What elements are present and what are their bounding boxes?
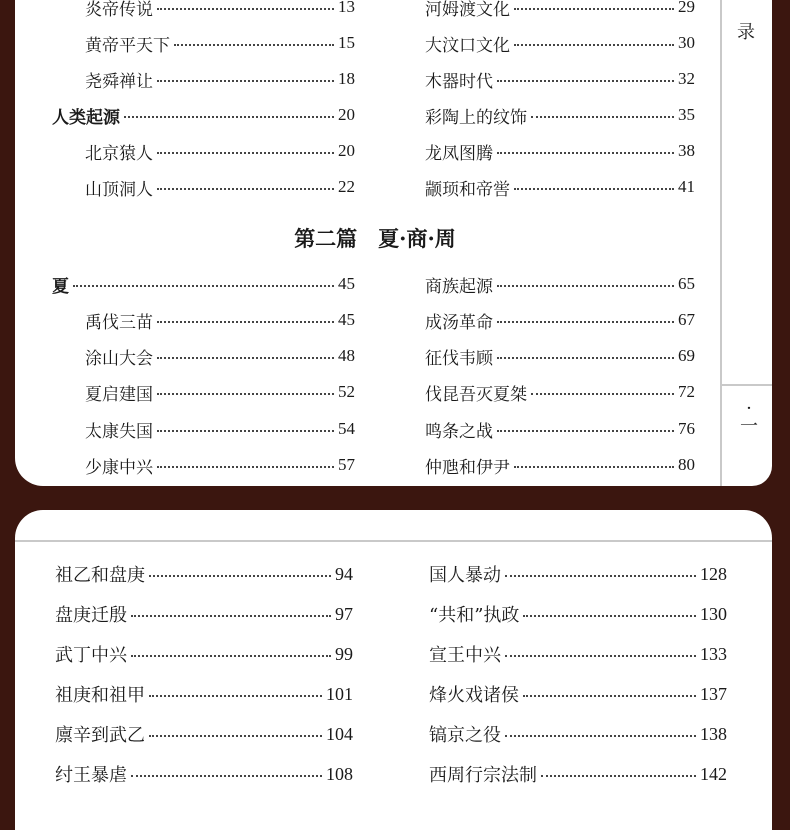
toc-entry xyxy=(425,377,695,407)
toc-entry xyxy=(429,599,727,629)
entry-title: 炎帝传说 xyxy=(85,0,153,20)
toc-entry xyxy=(85,136,355,166)
entry-title: 颛顼和帝喾 xyxy=(425,179,510,200)
entry-page: 130 xyxy=(700,603,727,624)
entry-title: 木器时代 xyxy=(425,71,493,92)
entry-title: 宣王中兴 xyxy=(429,645,501,666)
toc-entry xyxy=(425,64,695,94)
toc-entry xyxy=(429,679,727,709)
entry-page: 15 xyxy=(338,33,355,52)
dot-leader xyxy=(514,44,674,46)
entry-page: 57 xyxy=(338,455,355,474)
dot-leader xyxy=(497,152,674,154)
toc-entry xyxy=(425,172,695,202)
dot-leader xyxy=(157,152,334,154)
dot-leader xyxy=(149,575,331,577)
toc-entry xyxy=(85,305,355,335)
entry-page: 104 xyxy=(326,723,353,744)
entry-title: 夏 xyxy=(52,276,69,297)
entry-title: 镐京之役 xyxy=(429,725,501,746)
toc-entry xyxy=(55,599,353,629)
entry-page: 76 xyxy=(678,419,695,438)
toc-entry xyxy=(425,341,695,371)
toc-entry xyxy=(85,377,355,407)
toc-page-top xyxy=(15,0,772,486)
toc-entry xyxy=(52,269,355,299)
entry-title: 征伐韦顾 xyxy=(425,348,493,369)
dot-leader xyxy=(497,321,674,323)
toc-entry xyxy=(429,759,727,789)
entry-page: 38 xyxy=(678,141,695,160)
entry-page: 133 xyxy=(700,643,727,664)
entry-page: 20 xyxy=(338,105,355,124)
entry-page: 35 xyxy=(678,105,695,124)
entry-page: 128 xyxy=(700,563,727,584)
toc-entry xyxy=(429,639,727,669)
toc-entry xyxy=(425,414,695,444)
entry-title: 祖庚和祖甲 xyxy=(55,685,145,706)
entry-title: 龙凤图腾 xyxy=(425,143,493,164)
entry-title: 烽火戏诸侯 xyxy=(429,685,519,706)
dot-leader xyxy=(131,775,322,777)
dot-leader xyxy=(514,466,674,468)
entry-page: 99 xyxy=(335,643,353,664)
entry-page: 138 xyxy=(700,723,727,744)
toc-entry xyxy=(429,719,727,749)
dot-leader xyxy=(157,393,334,395)
entry-page: 13 xyxy=(338,0,355,16)
dot-leader xyxy=(541,775,696,777)
entry-page: 29 xyxy=(678,0,695,16)
entry-page: 97 xyxy=(335,603,353,624)
entry-page: 22 xyxy=(338,177,355,196)
entry-title: 商族起源 xyxy=(425,276,493,297)
dot-leader xyxy=(124,116,334,118)
entry-page: 65 xyxy=(678,274,695,293)
entry-title: 太康失国 xyxy=(85,421,153,442)
toc-entry xyxy=(55,719,353,749)
toc-entry xyxy=(425,0,695,22)
toc-entry xyxy=(85,172,355,202)
dot-leader xyxy=(505,655,696,657)
entry-title: 仲虺和伊尹 xyxy=(425,457,510,478)
dot-leader xyxy=(497,285,674,287)
toc-entry xyxy=(85,450,355,480)
dot-leader xyxy=(497,430,674,432)
toc-entry xyxy=(85,341,355,371)
toc-entry xyxy=(52,100,355,130)
entry-title: 少康中兴 xyxy=(85,457,153,478)
toc-entry xyxy=(85,64,355,94)
entry-title: “共和”执政 xyxy=(429,605,520,626)
toc-page-bottom xyxy=(15,510,772,830)
entry-title: 廪辛到武乙 xyxy=(55,725,145,746)
dot-leader xyxy=(157,188,334,190)
entry-title: 涂山大会 xyxy=(85,348,153,369)
side-label: 录 xyxy=(737,22,755,43)
toc-entry xyxy=(85,28,355,58)
entry-page: 72 xyxy=(678,382,695,401)
entry-title: 大汶口文化 xyxy=(425,35,510,56)
dot-leader xyxy=(497,357,674,359)
dot-leader xyxy=(523,615,696,617)
entry-title: 武丁中兴 xyxy=(55,645,127,666)
entry-title: 北京猿人 xyxy=(85,143,153,164)
entry-page: 69 xyxy=(678,346,695,365)
toc-entry xyxy=(425,305,695,335)
entry-title: 山顶洞人 xyxy=(85,179,153,200)
dot-leader xyxy=(174,44,334,46)
entry-page: 108 xyxy=(326,763,353,784)
dot-leader xyxy=(157,466,334,468)
toc-entry xyxy=(55,679,353,709)
dot-leader xyxy=(523,695,696,697)
entry-title: 黄帝平天下 xyxy=(85,35,170,56)
entry-page: 80 xyxy=(678,455,695,474)
toc-entry xyxy=(55,759,353,789)
entry-page: 32 xyxy=(678,69,695,88)
dot-leader xyxy=(157,80,334,82)
entry-title: 夏启建国 xyxy=(85,384,153,405)
entry-title: 成汤革命 xyxy=(425,312,493,333)
toc-entry xyxy=(55,559,353,589)
dot-leader xyxy=(505,575,696,577)
dot-leader xyxy=(149,735,322,737)
entry-title: 尧舜禅让 xyxy=(85,71,153,92)
side-mark: ·一 xyxy=(740,398,758,437)
dot-leader xyxy=(531,116,674,118)
toc-entry xyxy=(425,450,695,480)
entry-page: 52 xyxy=(338,382,355,401)
section-title: 第二篇 夏·商·周 xyxy=(294,226,456,251)
dot-leader xyxy=(157,8,334,10)
dot-leader xyxy=(131,655,331,657)
dot-leader xyxy=(505,735,696,737)
entry-title: 盘庚迁殷 xyxy=(55,605,127,626)
toc-entry xyxy=(425,269,695,299)
toc-entry xyxy=(425,28,695,58)
dot-leader xyxy=(157,321,334,323)
entry-page: 45 xyxy=(338,274,355,293)
dot-leader xyxy=(73,285,334,287)
entry-title: 西周行宗法制 xyxy=(429,765,537,786)
entry-title: 彩陶上的纹饰 xyxy=(425,107,527,128)
entry-page: 41 xyxy=(678,177,695,196)
entry-page: 142 xyxy=(700,763,727,784)
dot-leader xyxy=(531,393,674,395)
entry-page: 30 xyxy=(678,33,695,52)
entry-title: 人类起源 xyxy=(52,107,120,128)
entry-page: 94 xyxy=(335,563,353,584)
entry-page: 20 xyxy=(338,141,355,160)
dot-leader xyxy=(157,430,334,432)
entry-title: 祖乙和盘庚 xyxy=(55,565,145,586)
dot-leader xyxy=(157,357,334,359)
entry-page: 67 xyxy=(678,310,695,329)
entry-page: 18 xyxy=(338,69,355,88)
entry-page: 54 xyxy=(338,419,355,438)
top-rule xyxy=(15,540,772,542)
toc-entry xyxy=(85,414,355,444)
toc-entry xyxy=(429,559,727,589)
entry-title: 禹伐三苗 xyxy=(85,312,153,333)
entry-title: 河姆渡文化 xyxy=(425,0,510,20)
entry-title: 鸣条之战 xyxy=(425,421,493,442)
toc-entry xyxy=(85,0,355,22)
entry-page: 101 xyxy=(326,683,353,704)
entry-title: 伐昆吾灭夏桀 xyxy=(425,384,527,405)
entry-title: 国人暴动 xyxy=(429,565,501,586)
toc-entry xyxy=(425,136,695,166)
entry-title: 纣王暴虐 xyxy=(55,765,127,786)
toc-entry xyxy=(425,100,695,130)
dot-leader xyxy=(497,80,674,82)
entry-page: 48 xyxy=(338,346,355,365)
dot-leader xyxy=(131,615,331,617)
dot-leader xyxy=(514,8,674,10)
toc-entry xyxy=(55,639,353,669)
entry-page: 137 xyxy=(700,683,727,704)
dot-leader xyxy=(514,188,674,190)
entry-page: 45 xyxy=(338,310,355,329)
dot-leader xyxy=(149,695,322,697)
margin-divider xyxy=(720,384,772,386)
